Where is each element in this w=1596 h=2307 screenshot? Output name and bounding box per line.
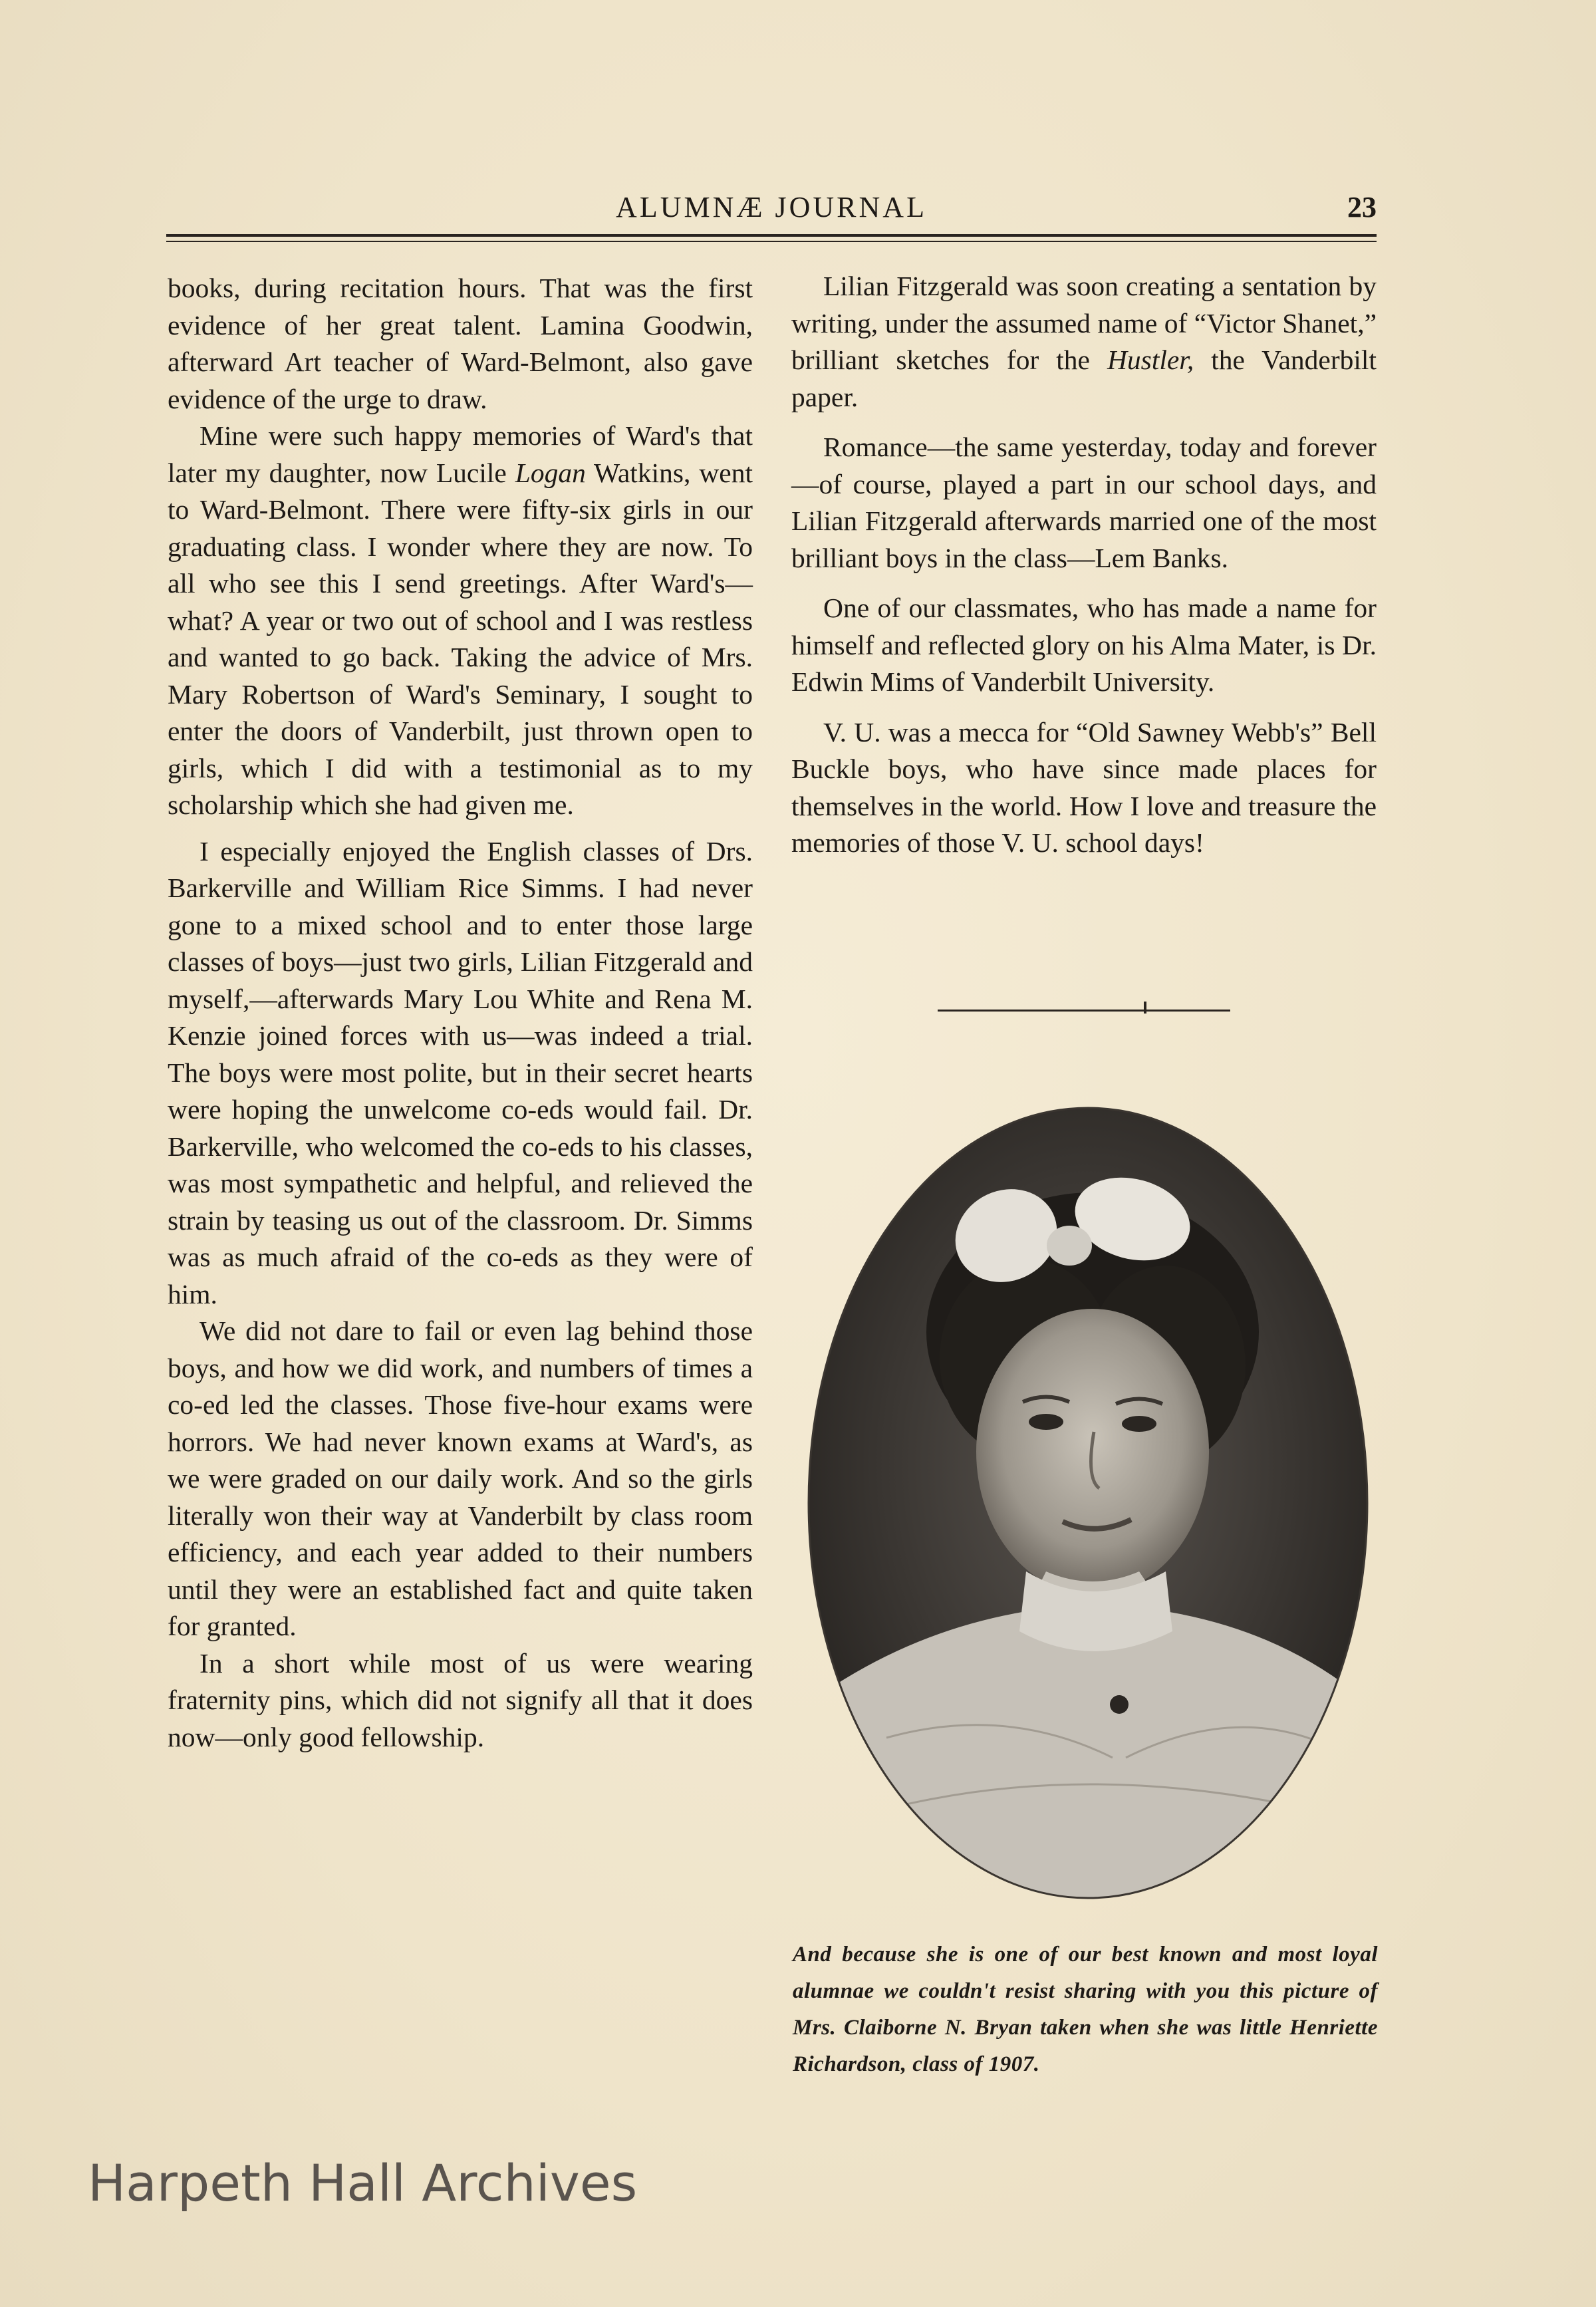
left-column — [168, 270, 753, 1756]
left-paragraph-2-italic: Logan — [515, 457, 586, 488]
left-paragraph-2-text-b: Watkins, went to Ward-Belmont. There were fifty-six girls in our graduating class. I wonder where they are now. To all who see this I send greetings. After Ward's—what? A year or two out of school and I was restless and wanted to go back. Taking the advice of Mrs. Mary Robertson of Ward's Seminary, I sought to enter the doors of Vanderbilt, just thrown open to girls, which I did with a testimonial as to my scholarship which she had given me. — [168, 457, 753, 820]
right-paragraph-2: Romance—the same yesterday, today and forever—of course, played a part in our school days, and Lilian Fitzgerald afterwards married one of the most brilliant boys in the class—Lem Banks. — [791, 432, 1377, 573]
journal-title: ALUMNÆ JOURNAL — [616, 191, 927, 223]
left-paragraph-3: I especially enjoyed the English classes of Drs. Barkerville and William Rice Simms. I had never gone to a mixed school and to enter those large classes of boys—just two girls, Lilian Fitzgerald and myself,—afterwards Mary Lou White and Rena M. Kenzie joined forces with us—was indeed a trial. The boys were most polite, but in their secret hearts were hoping the unwelcome co-eds would fail. Dr. Barkerville, who welcomed the co-eds to his classes, was most sympathetic and helpful, and relieved the strain by teasing us out of the classroom. Dr. Simms was as much afraid of the co-eds as they were of him. — [168, 835, 753, 1309]
page-number: 23 — [1347, 191, 1377, 223]
left-paragraph-5: In a short while most of us were wearing fraternity pins, which did not signify all that it does now—only good fellowship. — [168, 1647, 753, 1752]
right-paragraph-1 — [791, 268, 1377, 416]
right-paragraph-1-text-a: Lilian Fitzgerald was soon creating a sentation by writing, under the assumed name of “Victor Shanet,” brilliant sketches for the — [791, 271, 1377, 375]
right-paragraph-1-text-b: the Vanderbilt paper. — [791, 344, 1377, 412]
archive-watermark: Harpeth Hall Archives — [88, 2153, 638, 2213]
oval-portrait-photo — [807, 1106, 1370, 1901]
section-divider-mark — [1144, 1002, 1146, 1014]
right-paragraph-1-italic: Hustler, — [1107, 344, 1194, 375]
header-rule — [166, 234, 1377, 237]
left-paragraph-1: books, during recitation hours. That was the first evidence of her great talent. Lamina Goodwin, afterward Art teacher of Ward-Belmont, also gave evidence of the urge to draw. — [168, 273, 753, 414]
header-rule-thin — [166, 241, 1377, 242]
right-paragraph-3: One of our classmates, who has made a name for himself and reflected glory on his Alma Mater, is Dr. Edwin Mims of Vanderbilt University. — [791, 593, 1377, 697]
left-paragraph-2-text-a: Mine were such happy memories of Ward's that later my daughter, now Lucile — [168, 420, 753, 488]
photo-caption: And because she is one of our best known and most loyal alumnae we couldn't resist sharing with you this picture of Mrs. Claiborne N. Bryan taken when she was little Henriette Richardson, class of 1907. — [793, 1943, 1378, 2076]
section-divider — [938, 1010, 1230, 1012]
left-paragraph-2 — [168, 418, 753, 824]
right-column — [791, 268, 1377, 875]
right-paragraph-4: V. U. was a mecca for “Old Sawney Webb's” Bell Buckle boys, who have since made places for themselves in the world. How I love and treasure the memories of those V. U. school days! — [791, 716, 1377, 858]
left-paragraph-4: We did not dare to fail or even lag behind those boys, and how we did work, and numbers of times a co-ed led the classes. Those five-hour exams were horrors. We had never known exams at Ward's, as we were graded on our daily work. And so the girls literally won their way at Vanderbilt by class room efficiency, and each year added to their numbers until they were an established fact and quite taken for granted. — [168, 1315, 753, 1641]
page-header — [166, 186, 1377, 226]
